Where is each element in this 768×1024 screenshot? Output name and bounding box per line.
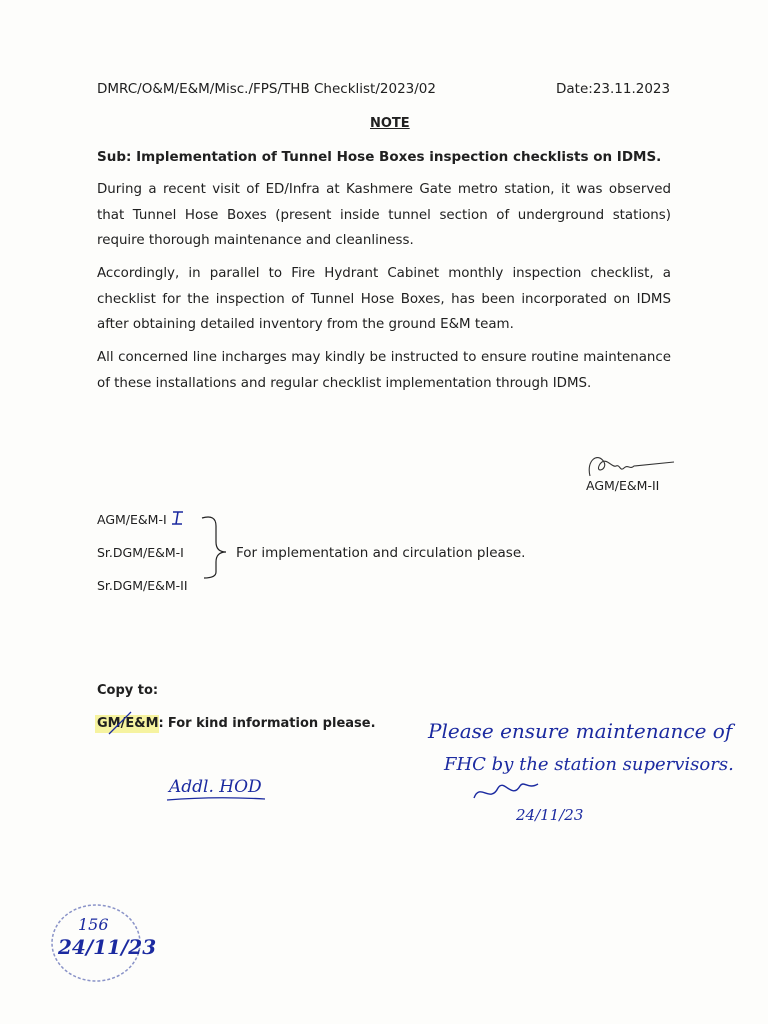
stamp-number: 156 [78, 915, 109, 934]
addl-hod-text: Addl. HOD [169, 777, 262, 797]
handwritten-addl-hod [165, 772, 275, 806]
recipient-1: AGM/E&M-I [97, 512, 167, 527]
remark-line-1: Please ensure maintenance of [428, 719, 733, 743]
recipients-brace [200, 512, 234, 580]
copy-action: For kind information please. [167, 716, 376, 731]
paragraph-3: All concerned line incharges may kindly be instructed to ensure routine maintenance of these installations and regular checklist implementation through IDMS. [97, 350, 671, 391]
note-heading: NOTE [370, 116, 410, 131]
copy-to-line [97, 716, 376, 731]
reference-number: DMRC/O&M/E&M/Misc./FPS/THB Checklist/2023/02 [97, 81, 436, 97]
remark-signature [474, 784, 538, 798]
signatory-designation: AGM/E&M-II [586, 478, 660, 493]
copy-recipient [97, 716, 168, 731]
recipient-2: Sr.DGM/E&M-I [97, 545, 184, 560]
paragraph-1: During a recent visit of ED/Infra at Kashmere Gate metro station, it was observed that Tunnel Hose Boxes (present inside tunnel section of underground stations) require thorough maintenance and cleanliness. [97, 182, 671, 248]
copy-recipient-text: GM/E&M: [97, 716, 164, 731]
stamp-date: 24/11/23 [58, 935, 157, 959]
handwritten-remark [420, 712, 760, 832]
received-stamp [48, 900, 157, 986]
strike-mark [105, 710, 135, 736]
paragraph-2: Accordingly, in parallel to Fire Hydrant Cabinet monthly inspection checklist, a checklist for the inspection of Tunnel Hose Boxes, has been incorporated on IDMS after obtaining detailed inventory from the ground E&M team. [97, 266, 671, 332]
remark-line-2: FHC by the station supervisors. [444, 754, 734, 775]
copy-to-label: Copy to: [97, 683, 159, 698]
subject-line: Sub: Implementation of Tunnel Hose Boxes inspection checklists on IDMS. [97, 149, 662, 165]
handwritten-numeral-correction [170, 510, 186, 526]
remark-date: 24/11/23 [516, 806, 584, 824]
recipients-action: For implementation and circulation please. [236, 545, 526, 561]
document-date: Date:23.11.2023 [556, 81, 671, 97]
recipient-3: Sr.DGM/E&M-II [97, 578, 188, 593]
